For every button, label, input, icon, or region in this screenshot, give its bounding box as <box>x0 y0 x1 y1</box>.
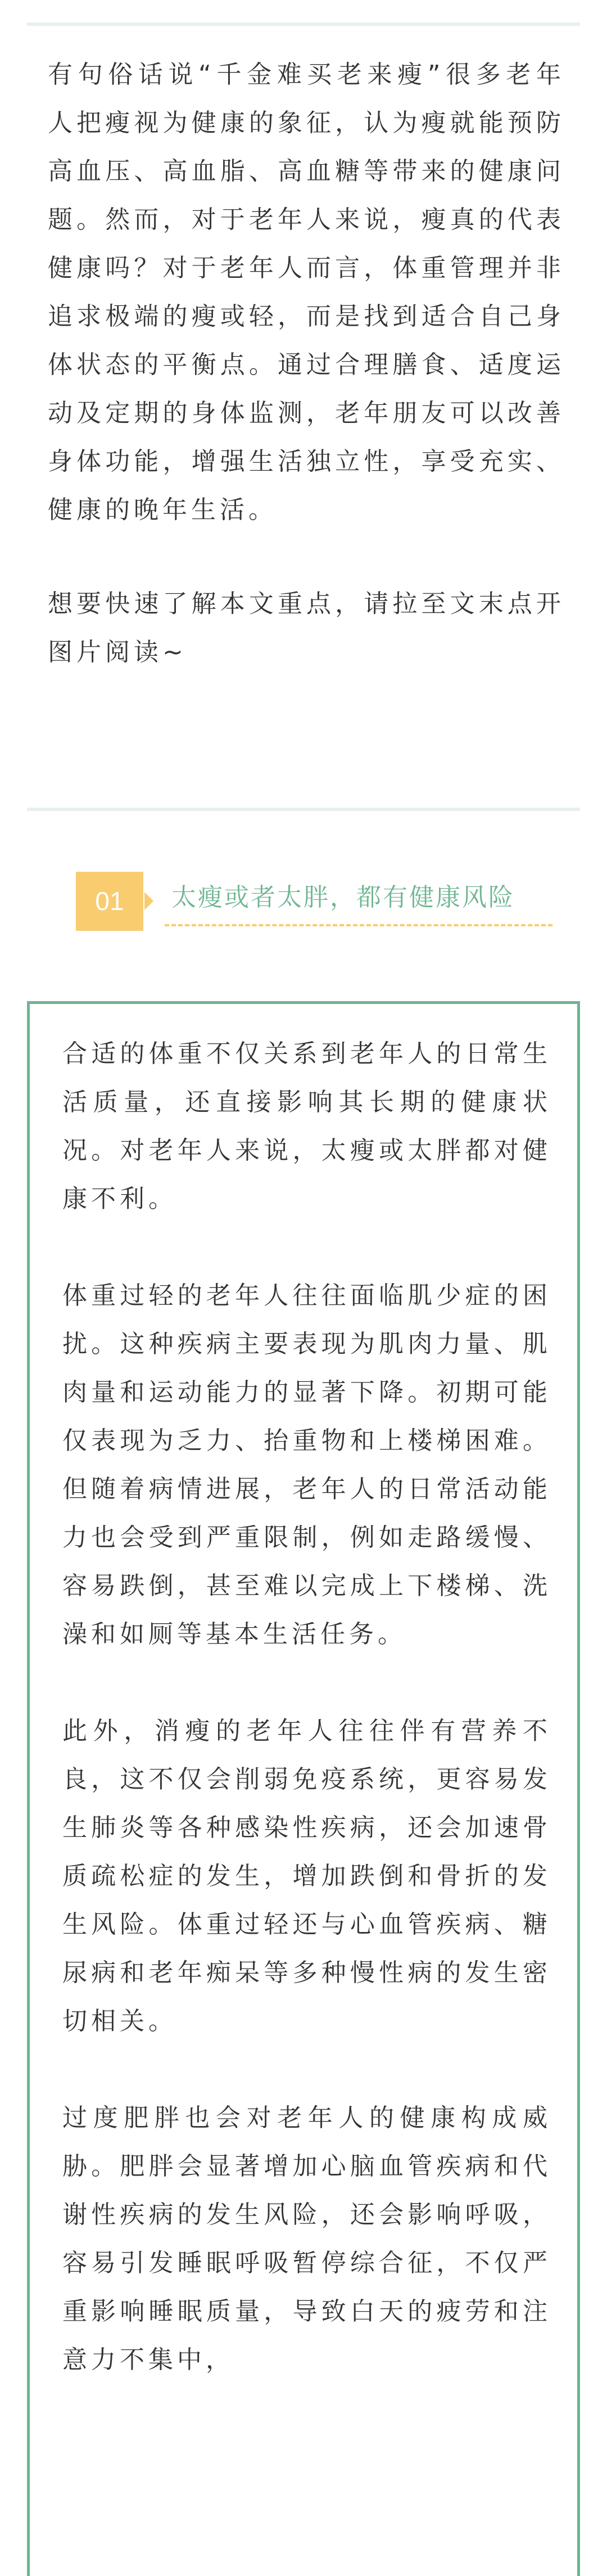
section-number-badge: 01 <box>76 872 143 931</box>
intro-section <box>48 51 565 722</box>
card-paragraph-1: 合适的体重不仅关系到老年人的日常生活质量，还直接影响其长期的健康状况。对老年人来说，太瘦或太胖都对健康不利。 <box>62 1039 551 1213</box>
chevron-right-icon <box>144 892 153 910</box>
top-divider <box>27 22 580 26</box>
card-paragraph-2: 体重过轻的老年人往往面临肌少症的困扰。这种疾病主要表现为肌肉力量、肌肉量和运动能力的显著下降。初期可能仅表现为乏力、抬重物和上楼梯困难。但随着病情进展，老年人的日常活动能力也会受到严重限制，例如走路缓慢、容易跌倒，甚至难以完成上下楼梯、洗澡和如厕等基本生活任务。 <box>62 1281 551 1649</box>
intro-paragraph-1: 有句俗话说“千金难买老来瘦”很多老年人把瘦视为健康的象征，认为瘦就能预防高血压、高血脂、高血糖等带来的健康问题。然而，对于老年人来说，瘦真的代表健康吗？对于老年人而言，体重管理并非追求极端的瘦或轻，而是找到适合自己身体状态的平衡点。通过合理膳食、适度运动及定期的身体监测，老年朋友可以改善身体功能，增强生活独立性，享受充实、健康的晚年生活。 <box>48 60 565 524</box>
card-paragraph-3: 此外，消瘦的老年人往往伴有营养不良，这不仅会削弱免疫系统，更容易发生肺炎等各种感染性疾病，还会加速骨质疏松症的发生，增加跌倒和骨折的发生风险。体重过轻还与心血管疾病、糖尿病和老年痴呆等多种慢性病的发生密切相关。 <box>62 1717 551 2035</box>
card-paragraph-4: 过度肥胖也会对老年人的健康构成威胁。肥胖会显著增加心脑血管疾病和代谢性疾病的发生风险，还会影响呼吸，容易引发睡眠呼吸暂停综合征，不仅严重影响睡眠质量，导致白天的疲劳和注意力不集中， <box>62 2104 551 2374</box>
title-dashed-underline <box>165 924 552 926</box>
content-card <box>27 1001 580 2576</box>
intro-bottom-divider <box>27 808 580 811</box>
card-body <box>62 1030 551 2433</box>
intro-paragraph-2: 想要快速了解本文重点，请拉至文末点开图片阅读~ <box>48 589 565 666</box>
section-header <box>76 872 559 934</box>
section-title: 太瘦或者太胖，都有健康风险 <box>171 883 515 912</box>
